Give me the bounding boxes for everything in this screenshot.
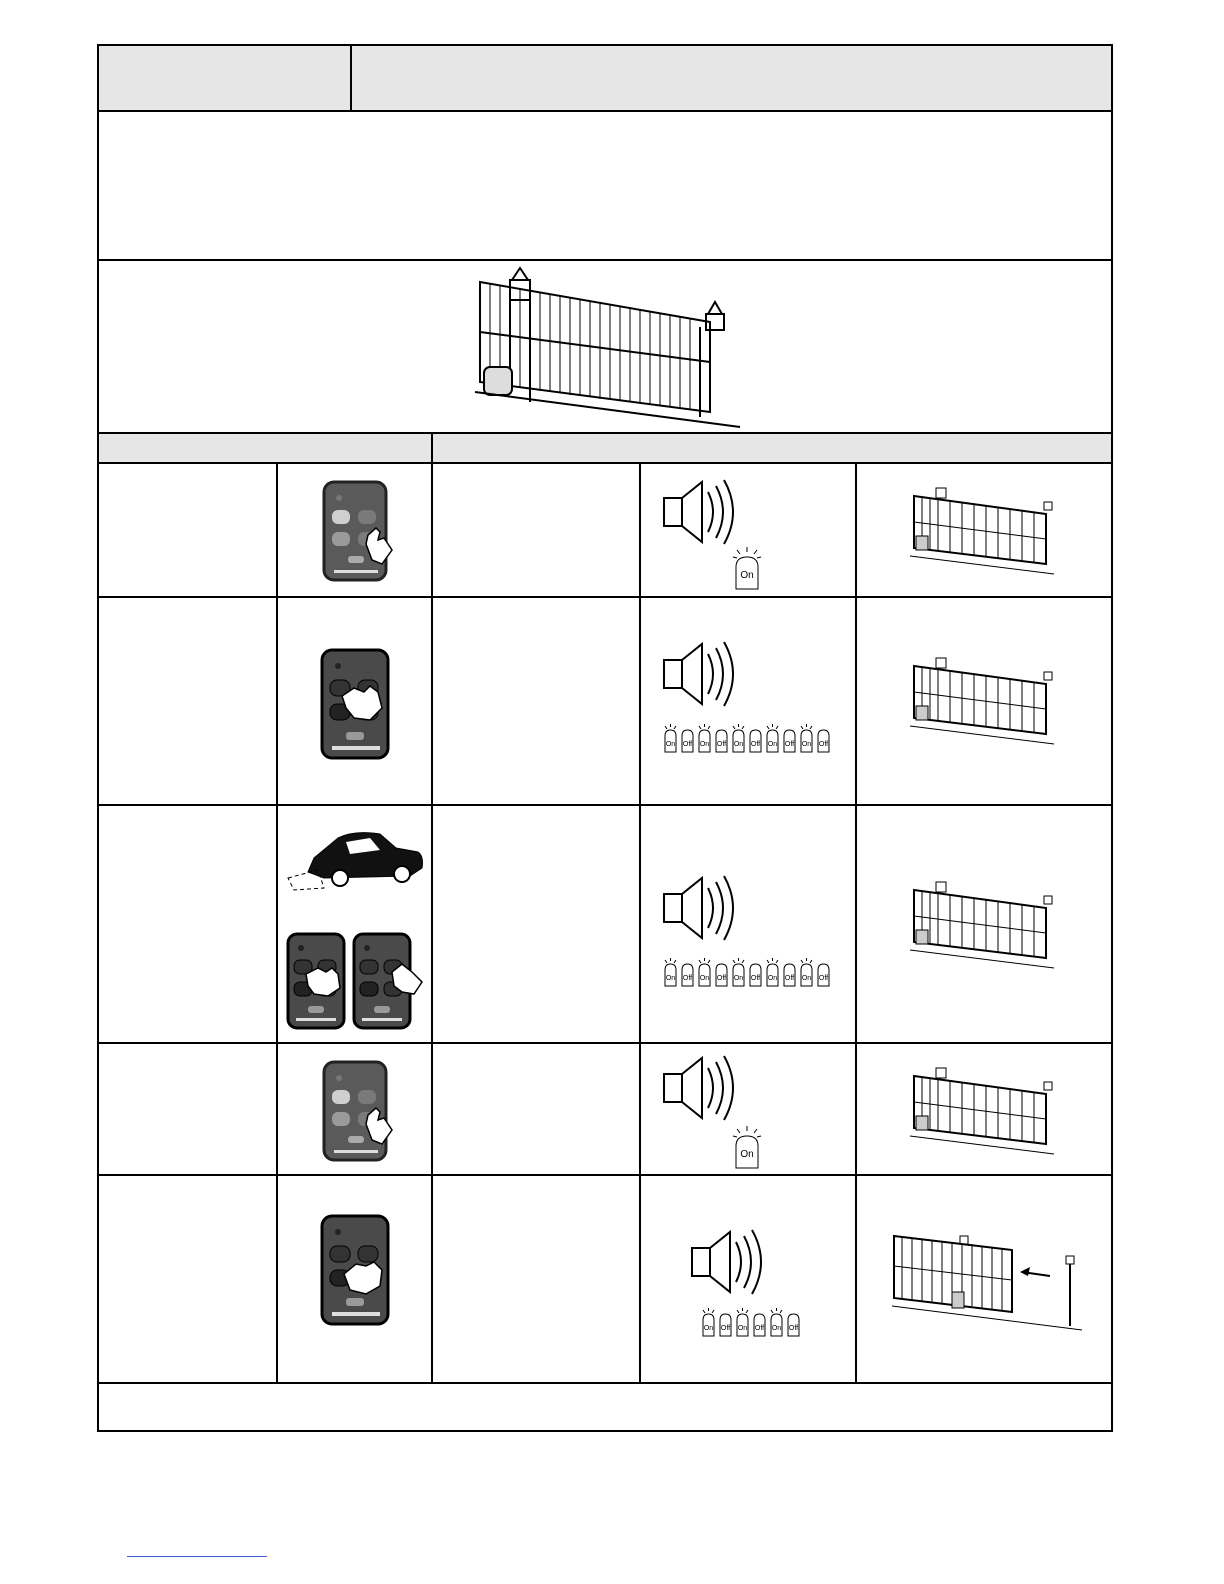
remote-control-icon [320, 648, 392, 762]
car-icon [284, 828, 426, 892]
remote-control-icon [322, 1060, 390, 1162]
led-sequence [664, 958, 836, 988]
led-label: Off [788, 1325, 799, 1332]
led-label: On [733, 975, 744, 982]
led-label: Off [750, 975, 761, 982]
led-indicator-icon [737, 1308, 748, 1336]
speaker-beep-icon [690, 1228, 770, 1298]
led-indicator-icon [733, 724, 744, 752]
led-label: On [801, 741, 812, 748]
led-label: Off [682, 975, 693, 982]
led-label: Off [754, 1325, 765, 1332]
sliding-gate-icon [908, 878, 1058, 968]
speaker-beep-icon [662, 640, 742, 710]
sliding-gate-icon [908, 654, 1058, 744]
led-indicator-icon [703, 1308, 714, 1336]
led-indicator-icon [682, 730, 693, 752]
remote-control-icon [322, 480, 390, 582]
led-label: On [767, 975, 778, 982]
led-indicator-icon [682, 964, 693, 986]
arrow-left-icon [1020, 1267, 1030, 1276]
sliding-gate-main-illustration [470, 262, 750, 432]
led-label: On [665, 975, 676, 982]
led-indicator-icon [699, 958, 710, 986]
sliding-gate-icon [908, 484, 1058, 574]
sliding-gate-icon [892, 1226, 1086, 1330]
svg-text:On: On [740, 570, 754, 581]
led-indicator-icon [767, 958, 778, 986]
led-indicator-icon [801, 724, 812, 752]
led-label: On [737, 1325, 748, 1332]
led-label: Off [784, 741, 795, 748]
led-indicator-icon [788, 1314, 799, 1336]
led-indicator-icon [784, 964, 795, 986]
led-label: Off [716, 975, 727, 982]
led-label: Off [720, 1325, 731, 1332]
led-indicator-icon [771, 1308, 782, 1336]
led-label: On [703, 1325, 714, 1332]
led-indicator-icon [716, 730, 727, 752]
led-label: Off [716, 741, 727, 748]
led-label: Off [682, 741, 693, 748]
led-label: On [665, 741, 676, 748]
led-indicator-icon [801, 958, 812, 986]
sliding-gate-icon [908, 1064, 1058, 1154]
led-label: On [699, 741, 710, 748]
led-label: Off [784, 975, 795, 982]
remote-control-icon [352, 932, 424, 1032]
led-indicator-icon [750, 730, 761, 752]
speaker-beep-icon [662, 874, 742, 944]
led-label: On [699, 975, 710, 982]
led-label: Off [750, 741, 761, 748]
led-indicator-icon [665, 724, 676, 752]
led-indicator-icon [750, 964, 761, 986]
led-indicator-icon [818, 730, 829, 752]
led-indicator-icon [732, 1124, 762, 1169]
led-indicator-icon [754, 1314, 765, 1336]
remote-control-icon [286, 932, 348, 1032]
led-indicator-icon [818, 964, 829, 986]
led-indicator-icon [732, 545, 762, 590]
footer-link-underline[interactable] [127, 1556, 267, 1557]
header-divider [350, 46, 352, 112]
led-indicator-icon [716, 964, 727, 986]
led-label: On [767, 741, 778, 748]
led-indicator-icon [767, 724, 778, 752]
led-indicator-icon [665, 958, 676, 986]
remote-control-icon [320, 1214, 392, 1328]
led-label: Off [818, 741, 829, 748]
led-sequence [664, 724, 836, 754]
led-indicator-icon [733, 958, 744, 986]
led-sequence [702, 1308, 806, 1338]
sliding-gate-icon [475, 268, 740, 427]
led-indicator-icon [784, 730, 795, 752]
speaker-beep-icon [662, 478, 742, 548]
speaker-beep-icon [662, 1054, 742, 1124]
svg-text:On: On [740, 1149, 754, 1160]
led-indicator-icon [699, 724, 710, 752]
led-indicator-icon [720, 1314, 731, 1336]
led-label: Off [818, 975, 829, 982]
led-label: On [801, 975, 812, 982]
led-label: On [771, 1325, 782, 1332]
led-label: On [733, 741, 744, 748]
